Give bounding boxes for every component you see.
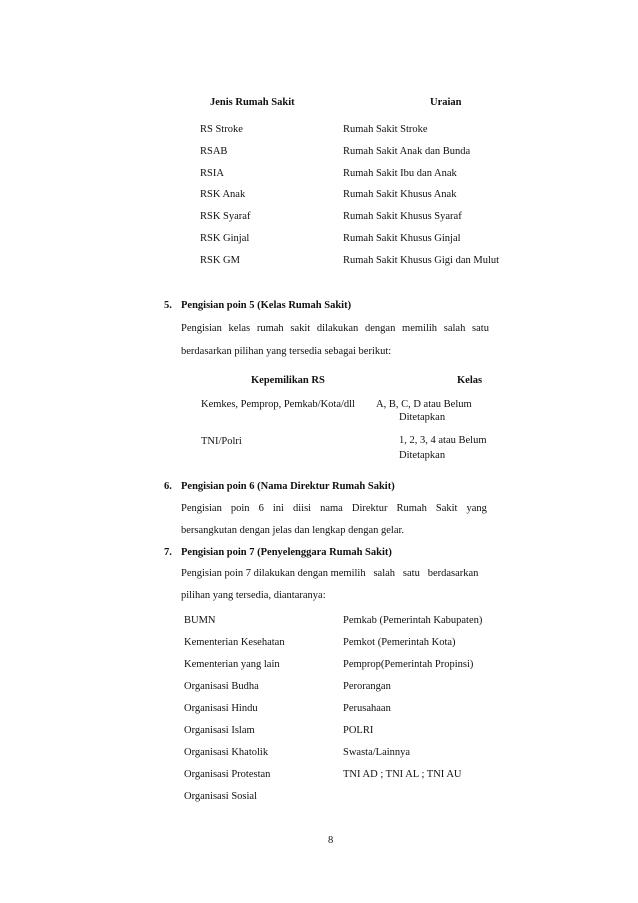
table1-row-desc: Rumah Sakit Khusus Ginjal [343, 233, 461, 244]
section5-number: 5. [164, 300, 172, 311]
section7-right-item: Swasta/Lainnya [343, 747, 411, 758]
section7-right-item: Perusahaan [343, 703, 391, 714]
section7-left-item: Kementerian Kesehatan [184, 637, 285, 648]
table1-header-right: Uraian [430, 97, 462, 108]
word: memilih [402, 323, 438, 334]
section7-number: 7. [164, 547, 172, 558]
word: Rumah [396, 503, 427, 514]
word: dengan [365, 323, 396, 334]
word: satu [472, 323, 489, 334]
table1-row-desc: Rumah Sakit Stroke [343, 124, 428, 135]
section7-right-item: POLRI [343, 725, 374, 736]
section7-paragraph-line2: pilihan yang tersedia, diantaranya: [181, 590, 326, 601]
word: ini [272, 503, 284, 514]
word: salah [443, 323, 466, 334]
table1-row-desc: Rumah Sakit Khusus Syaraf [343, 211, 462, 222]
word: rumah [256, 323, 284, 334]
section5-owner: Kemkes, Pemprop, Pemkab/Kota/dll [201, 399, 355, 410]
section5-class-cont: Ditetapkan [399, 450, 446, 461]
section5-paragraph-line1 [181, 322, 489, 335]
section5-class: 1, 2, 3, 4 atau Belum [399, 435, 487, 446]
section5-table-header-right: Kelas [457, 375, 483, 386]
section7-left-item: Organisasi Hindu [184, 703, 258, 714]
section7-left-item: Organisasi Budha [184, 681, 259, 692]
section7-paragraph-line1: Pengisian poin 7 dilakukan dengan memilih salah satu berdasarkan [181, 568, 479, 579]
word: poin [230, 503, 250, 514]
section5-class-cont: Ditetapkan [399, 412, 446, 423]
word: kelas [228, 323, 251, 334]
section5-class: A, B, C, D atau Belum [376, 399, 472, 410]
section7-left-item: Organisasi Sosial [184, 791, 258, 802]
table1-row-code: RSAB [200, 146, 228, 157]
table1-row-desc: Rumah Sakit Ibu dan Anak [343, 168, 457, 179]
section6-paragraph-line1 [181, 502, 487, 515]
section7-right-item: Perorangan [343, 681, 391, 692]
table1-row-code: RSK GM [200, 255, 240, 266]
word: diisi [292, 503, 312, 514]
section7-left-item: BUMN [184, 615, 216, 626]
section7-left-item: Organisasi Islam [184, 725, 255, 736]
section7-heading: Pengisian poin 7 (Penyelenggara Rumah Sakit) [181, 547, 392, 558]
word: Pengisian [181, 503, 222, 514]
section5-owner: TNI/Polri [201, 436, 242, 447]
table1-row-code: RS Stroke [200, 124, 243, 135]
section5-paragraph-line2: berdasarkan pilihan yang tersedia sebagai berikut: [181, 346, 392, 357]
table1-row-desc: Rumah Sakit Khusus Gigi dan Mulut [343, 255, 500, 266]
word: yang [466, 503, 487, 514]
section7-left-item: Kementerian yang lain [184, 659, 280, 670]
word: 6 [258, 503, 264, 514]
table1-header-left: Jenis Rumah Sakit [210, 97, 295, 108]
section7-right-item: TNI AD ; TNI AL ; TNI AU [343, 769, 462, 780]
word: sakit [290, 323, 311, 334]
table1-row-code: RSK Syaraf [200, 211, 251, 222]
page-number: 8 [328, 835, 334, 846]
section6-number: 6. [164, 481, 172, 492]
table1-row-desc: Rumah Sakit Khusus Anak [343, 189, 457, 200]
table1-row-desc: Rumah Sakit Anak dan Bunda [343, 146, 471, 157]
section7-right-item: Pemprop(Pemerintah Propinsi) [343, 659, 474, 670]
section7-left-item: Organisasi Khatolik [184, 747, 269, 758]
word: dilakukan [316, 323, 359, 334]
word: Pengisian [181, 323, 222, 334]
word: Direktur [351, 503, 388, 514]
section5-table-header-left: Kepemilikan RS [251, 375, 325, 386]
table1-row-code: RSIA [200, 168, 224, 179]
section6-heading: Pengisian poin 6 (Nama Direktur Rumah Sakit) [181, 481, 395, 492]
word: nama [320, 503, 343, 514]
table1-row-code: RSK Ginjal [200, 233, 250, 244]
table1-row-code: RSK Anak [200, 189, 246, 200]
section7-left-item: Organisasi Protestan [184, 769, 271, 780]
section6-paragraph-line2: bersangkutan dengan jelas dan lengkap dengan gelar. [181, 525, 405, 536]
section7-right-item: Pemkab (Pemerintah Kabupaten) [343, 615, 483, 626]
section7-right-item: Pemkot (Pemerintah Kota) [343, 637, 456, 648]
word: Sakit [435, 503, 458, 514]
section5-heading: Pengisian poin 5 (Kelas Rumah Sakit) [181, 300, 352, 311]
